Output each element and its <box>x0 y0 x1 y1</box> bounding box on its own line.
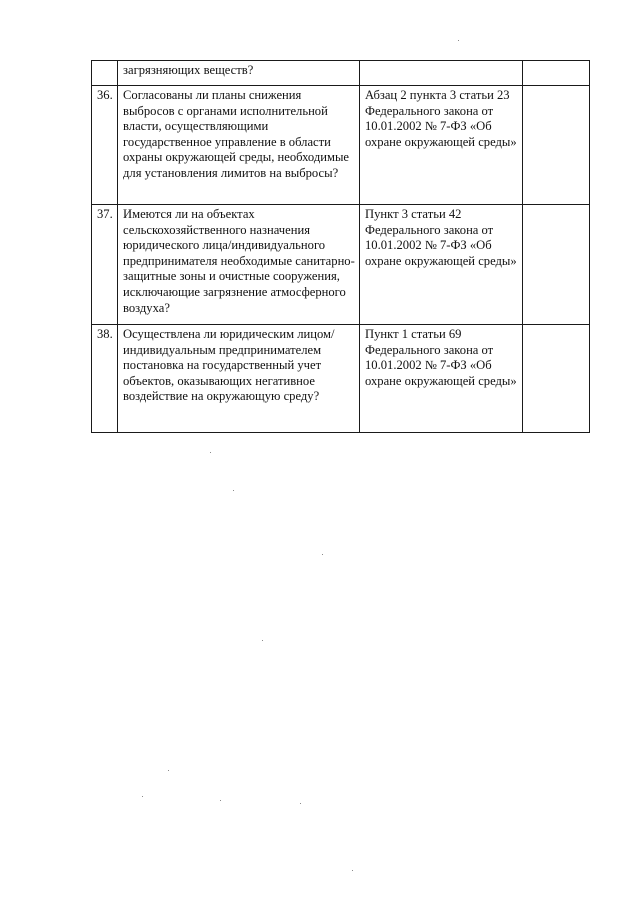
scan-speck <box>210 452 211 453</box>
question-cell: Осуществлена ли юридическим лицом/индивидуальным предпринимателем постановка на государственный учет объектов, оказывающих негативное воздействие на окружающую среду? <box>118 325 360 433</box>
answer-cell <box>523 61 590 86</box>
table-row <box>92 325 590 433</box>
row-number-cell <box>92 61 118 86</box>
scan-speck <box>458 40 459 41</box>
row-number-cell: 37. <box>92 205 118 325</box>
checklist-table <box>91 60 590 433</box>
table-row-continued <box>92 61 590 86</box>
scan-speck <box>352 870 353 871</box>
question-cell: Имеются ли на объектах сельскохозяйственного назначения юридического лица/индивидуального предпринимателя необходимые санитарно-защитные зоны и очистные сооружения, исключающие загрязнение атмосферного воздуха? <box>118 205 360 325</box>
question-cell: Согласованы ли планы снижения выбросов с органами исполнительной власти, осуществляющими государственное управление в области охраны окружающей среды, необходимые для установления лимитов на выбросы? <box>118 86 360 205</box>
scan-speck <box>220 800 221 801</box>
answer-cell <box>523 86 590 205</box>
answer-cell <box>523 205 590 325</box>
legal-reference-cell: Пункт 1 статьи 69 Федерального закона от 10.01.2002 № 7-ФЗ «Об охране окружающей среды» <box>360 325 523 433</box>
question-cell: загрязняющих веществ? <box>118 61 360 86</box>
row-number-cell: 38. <box>92 325 118 433</box>
scan-speck <box>233 490 234 491</box>
legal-reference-cell: Пункт 3 статьи 42 Федерального закона от 10.01.2002 № 7-ФЗ «Об охране окружающей среды» <box>360 205 523 325</box>
scan-speck <box>322 554 323 555</box>
scan-speck <box>168 770 169 771</box>
row-number-cell: 36. <box>92 86 118 205</box>
scan-speck <box>142 796 143 797</box>
table-row <box>92 205 590 325</box>
table-row <box>92 86 590 205</box>
answer-cell <box>523 325 590 433</box>
scan-speck <box>262 640 263 641</box>
scan-speck <box>300 803 301 804</box>
legal-reference-cell <box>360 61 523 86</box>
legal-reference-cell: Абзац 2 пункта 3 статьи 23 Федерального закона от 10.01.2002 № 7-ФЗ «Об охране окружающей среды» <box>360 86 523 205</box>
